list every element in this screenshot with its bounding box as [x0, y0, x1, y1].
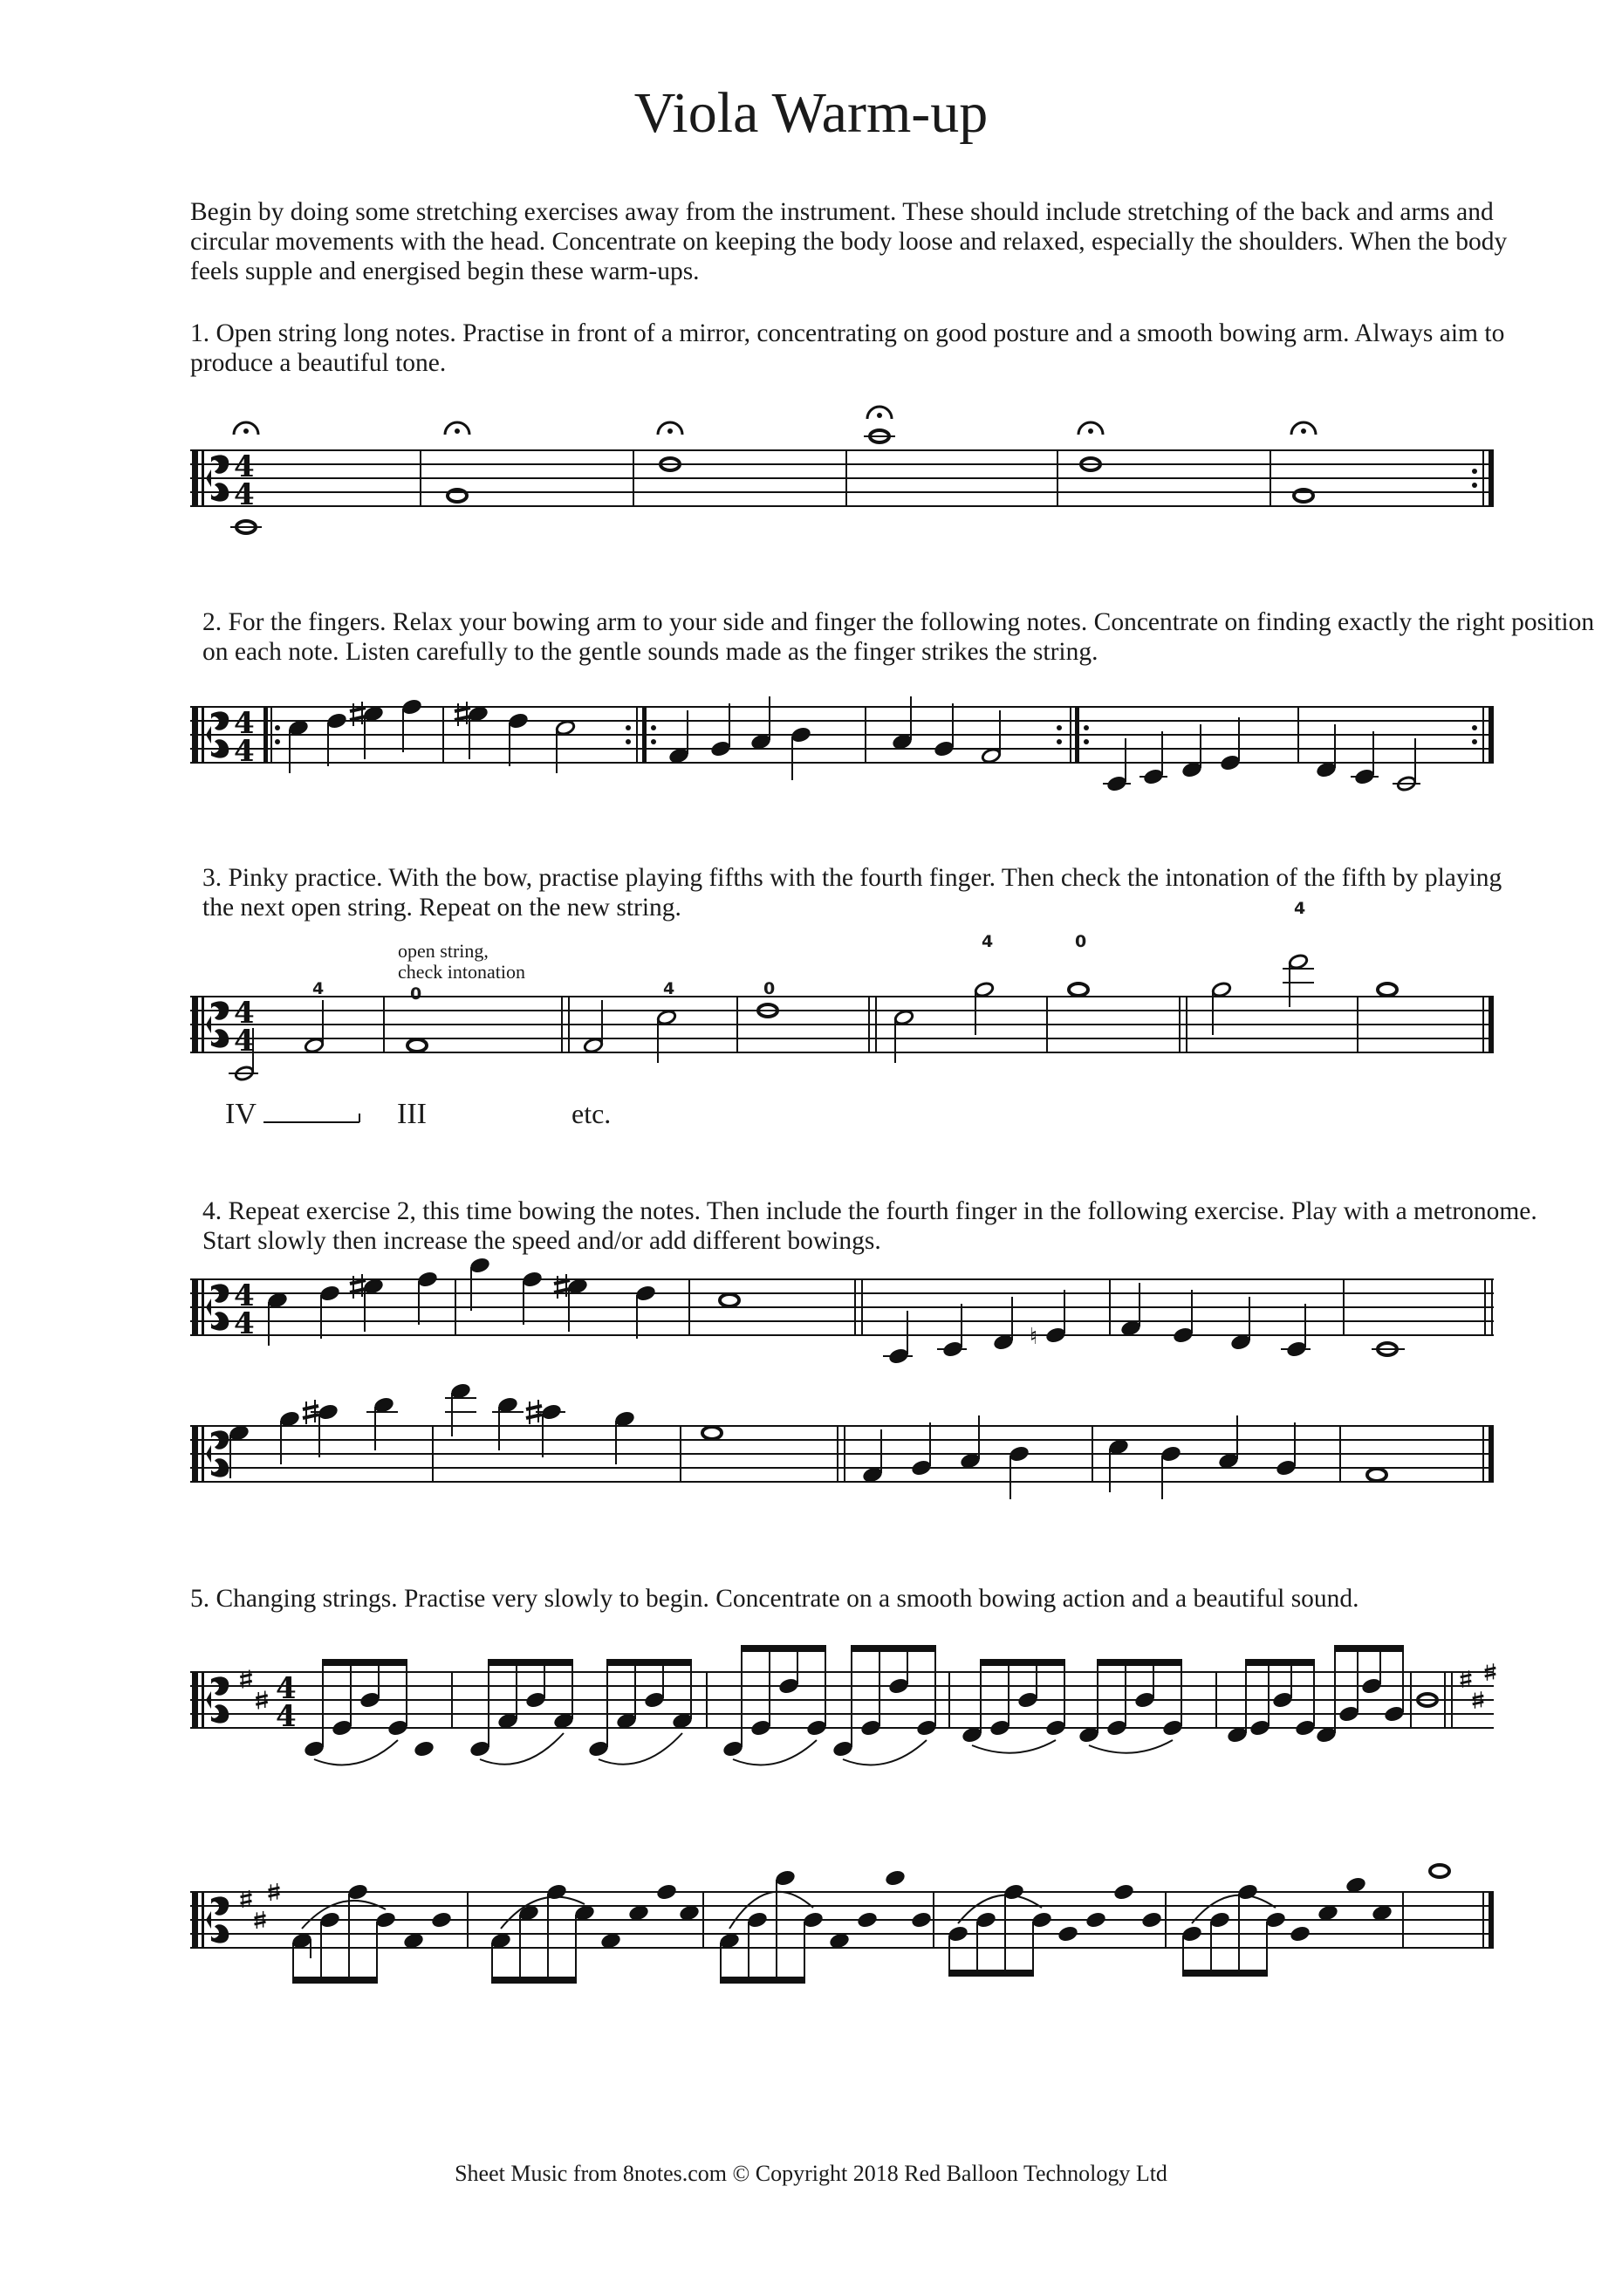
fingering-4: 4 — [1294, 899, 1306, 918]
staff-exercise-3 — [190, 953, 1494, 1122]
eighth-note-groups — [304, 1646, 1437, 1765]
exercise-3-text: 3. Pinky practice. With the bow, practise playing fifths with the fourth finger. Then check the intonation of the fifth by playing the next open string. Repeat on the new string. — [202, 864, 1502, 922]
exercise-4-text: 4. Repeat exercise 2, this time bowing the notes. Then include the fourth finger in the following exercise. Play with a metronome. Start slowly then increase the speed and/or add different bowings. — [202, 1197, 1537, 1255]
copyright-footer: Sheet Music from 8notes.com © Copyright 2018 Red Balloon Technology Ltd — [455, 2161, 1167, 2186]
svg-text:4: 4 — [276, 1671, 297, 1706]
string-label-iii: III — [397, 1098, 427, 1130]
staff-exercise-2 — [190, 696, 1494, 792]
fingering-4: 4 — [663, 979, 675, 998]
exercise-1-text: 1. Open string long notes. Practise in front of a mirror, concentrating on good posture and a smooth bowing arm. Always aim to produce a beautiful tone. — [190, 319, 1505, 377]
svg-text:4: 4 — [234, 1278, 255, 1313]
fingering-0: 0 — [763, 979, 776, 998]
intro-paragraph: Begin by doing some stretching exercises away from the instrument. These should include stretching of the back and arms and circular movements with the head. Concentrate on keeping the body loose and relaxed, especially the shoulders. When the body feels supple and energised begin these warm-ups. — [190, 198, 1508, 285]
fingering-0: 0 — [410, 984, 422, 1004]
exercise-5-text: 5. Changing strings. Practise very slowly to begin. Concentrate on a smooth bowing action and a beautiful sound. — [190, 1585, 1359, 1613]
svg-text:4: 4 — [234, 1306, 255, 1341]
svg-text:4: 4 — [234, 734, 255, 769]
staff-exercise-1 — [190, 407, 1494, 533]
time-sig-bottom: 4 — [234, 477, 255, 512]
svg-text:4: 4 — [234, 706, 255, 741]
svg-text:♮: ♮ — [1030, 1324, 1038, 1349]
svg-text:4: 4 — [276, 1699, 297, 1734]
annotation-line-1: open string, — [398, 940, 489, 962]
fingering-4: 4 — [982, 932, 994, 951]
staff-exercise-4a — [190, 1257, 1494, 1364]
fingering-0: 0 — [1075, 932, 1087, 951]
staff-exercise-5a — [190, 1646, 1495, 1765]
time-sig-top: 4 — [234, 449, 255, 484]
svg-text:4: 4 — [234, 1024, 255, 1059]
exercise-2-text: 2. For the fingers. Relax your bowing arm to your side and finger the following notes. Concentrate on finding exactly the right position on each note. Listen carefully to the gentle sounds made as the finger strikes the string. — [202, 608, 1595, 666]
staff-exercise-4b — [190, 1382, 1494, 1499]
etc-label: etc. — [571, 1098, 612, 1129]
svg-text:4: 4 — [234, 996, 255, 1031]
staff-exercise-5b — [190, 1865, 1494, 1983]
annotation-line-2: check intonation — [398, 961, 526, 983]
page-title: Viola Warm-up — [633, 81, 989, 145]
fingering-4: 4 — [312, 979, 325, 998]
string-label-iv: IV — [225, 1098, 257, 1130]
